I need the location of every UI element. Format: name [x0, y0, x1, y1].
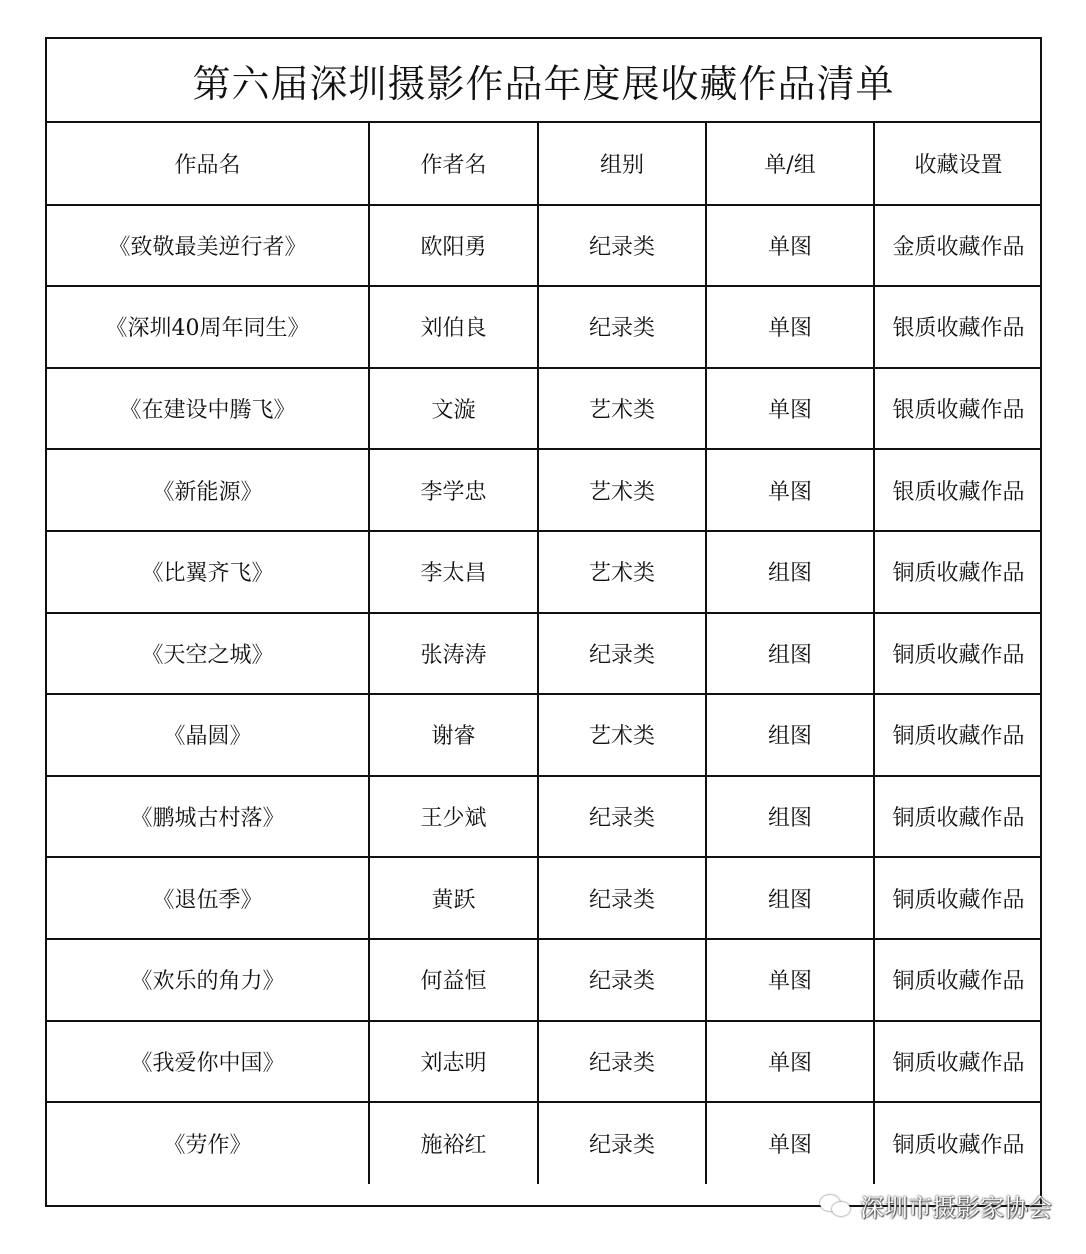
watermark: [820, 1188, 1052, 1223]
cell-work-title: 《新能源》: [47, 449, 369, 531]
cell-work-title: 《欢乐的角力》: [47, 939, 369, 1021]
cell-collection-level: 铜质收藏作品: [874, 776, 1042, 858]
table-row: [47, 531, 1042, 613]
cell-collection-level: 铜质收藏作品: [874, 694, 1042, 776]
table-row: [47, 694, 1042, 776]
table-row: [47, 857, 1042, 939]
cell-work-title: 《劳作》: [47, 1102, 369, 1184]
cell-single-group: 单图: [706, 205, 874, 287]
cell-author: 施裕红: [369, 1102, 538, 1184]
page-title: 第六届深圳摄影作品年度展收藏作品清单: [47, 39, 1040, 123]
cell-author: 刘伯良: [369, 286, 538, 368]
cell-work-title: 《致敬最美逆行者》: [47, 205, 369, 287]
cell-single-group: 组图: [706, 694, 874, 776]
cell-collection-level: 铜质收藏作品: [874, 1102, 1042, 1184]
header-author: 作者名: [369, 123, 538, 205]
cell-category: 纪录类: [538, 857, 706, 939]
cell-collection-level: 金质收藏作品: [874, 205, 1042, 287]
wechat-icon: [820, 1193, 854, 1219]
header-category: 组别: [538, 123, 706, 205]
cell-single-group: 单图: [706, 1021, 874, 1103]
cell-category: 纪录类: [538, 205, 706, 287]
collection-list-sheet: [45, 37, 1042, 1207]
cell-single-group: 单图: [706, 1102, 874, 1184]
table-row: [47, 205, 1042, 287]
cell-author: 李太昌: [369, 531, 538, 613]
cell-work-title: 《比翼齐飞》: [47, 531, 369, 613]
cell-category: 艺术类: [538, 531, 706, 613]
table-row: [47, 286, 1042, 368]
cell-work-title: 《天空之城》: [47, 613, 369, 695]
cell-single-group: 组图: [706, 531, 874, 613]
cell-collection-level: 铜质收藏作品: [874, 1021, 1042, 1103]
watermark-text: 深圳市摄影家协会: [860, 1194, 1052, 1222]
cell-collection-level: 铜质收藏作品: [874, 613, 1042, 695]
header-collection-level: 收藏设置: [874, 123, 1042, 205]
cell-category: 纪录类: [538, 1021, 706, 1103]
cell-collection-level: 铜质收藏作品: [874, 531, 1042, 613]
cell-single-group: 组图: [706, 613, 874, 695]
table-row: [47, 776, 1042, 858]
cell-category: 纪录类: [538, 613, 706, 695]
cell-category: 纪录类: [538, 1102, 706, 1184]
table-row: [47, 613, 1042, 695]
cell-author: 何益恒: [369, 939, 538, 1021]
cell-single-group: 组图: [706, 776, 874, 858]
table-row: [47, 939, 1042, 1021]
cell-author: 谢睿: [369, 694, 538, 776]
table-row: [47, 1021, 1042, 1103]
cell-work-title: 《退伍季》: [47, 857, 369, 939]
cell-collection-level: 铜质收藏作品: [874, 857, 1042, 939]
cell-single-group: 单图: [706, 449, 874, 531]
header-single-group: 单/组: [706, 123, 874, 205]
cell-work-title: 《深圳40周年同生》: [47, 286, 369, 368]
table-row: [47, 368, 1042, 450]
table-header-row: [47, 123, 1042, 205]
cell-author: 黄跃: [369, 857, 538, 939]
cell-author: 李学忠: [369, 449, 538, 531]
table-row: [47, 1102, 1042, 1184]
cell-work-title: 《我爱你中国》: [47, 1021, 369, 1103]
cell-author: 张涛涛: [369, 613, 538, 695]
table-row: [47, 449, 1042, 531]
cell-single-group: 单图: [706, 286, 874, 368]
cell-collection-level: 银质收藏作品: [874, 286, 1042, 368]
cell-author: 王少斌: [369, 776, 538, 858]
cell-single-group: 单图: [706, 939, 874, 1021]
cell-single-group: 组图: [706, 857, 874, 939]
cell-author: 文漩: [369, 368, 538, 450]
cell-category: 艺术类: [538, 368, 706, 450]
cell-work-title: 《鹏城古村落》: [47, 776, 369, 858]
cell-collection-level: 铜质收藏作品: [874, 939, 1042, 1021]
header-work-title: 作品名: [47, 123, 369, 205]
collection-table: [47, 123, 1042, 1184]
cell-author: 欧阳勇: [369, 205, 538, 287]
cell-author: 刘志明: [369, 1021, 538, 1103]
cell-category: 纪录类: [538, 776, 706, 858]
cell-collection-level: 银质收藏作品: [874, 368, 1042, 450]
cell-category: 艺术类: [538, 449, 706, 531]
cell-category: 纪录类: [538, 286, 706, 368]
cell-category: 纪录类: [538, 939, 706, 1021]
cell-work-title: 《晶圆》: [47, 694, 369, 776]
cell-work-title: 《在建设中腾飞》: [47, 368, 369, 450]
cell-single-group: 单图: [706, 368, 874, 450]
cell-category: 艺术类: [538, 694, 706, 776]
cell-collection-level: 银质收藏作品: [874, 449, 1042, 531]
